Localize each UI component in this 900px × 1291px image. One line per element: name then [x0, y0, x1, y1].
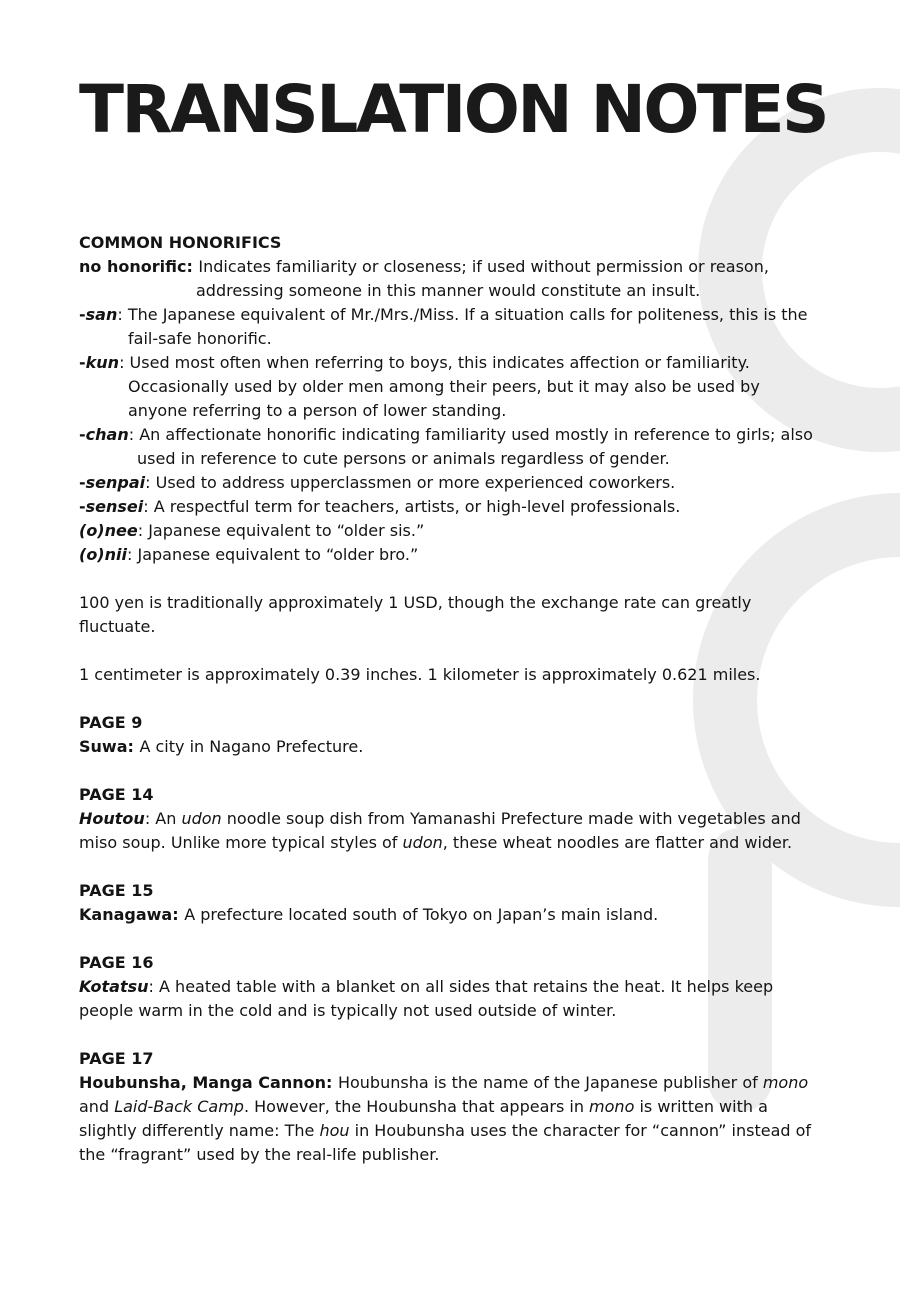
note-italic: mono [589, 1097, 635, 1116]
note-italic: udon [181, 809, 222, 828]
honorific-prefix: - [79, 473, 86, 492]
honorific-separator: : [119, 353, 130, 372]
note-text: noodle soup dish from Yamanashi Prefecture made with vegetables and miso soup. Unlike more typical styles of [79, 809, 801, 852]
honorific-separator: : [145, 473, 156, 492]
honorific-definition: Used most often when referring to boys, this indicates affection or familiarity. Occasionally used by older men among their peers, but it may also be used by anyone referring to a person of lower standing. [128, 353, 760, 420]
honorific-term: (o)nii [79, 545, 127, 564]
page-title: TRANSLATION NOTES [79, 71, 828, 148]
honorific-separator: : [128, 425, 140, 444]
page-9-note [79, 735, 824, 759]
honorific-san [79, 303, 824, 351]
page-15-note [79, 903, 824, 927]
honorific-definition: The Japanese equivalent of Mr./Mrs./Miss. If a situation calls for politeness, this is the fail-safe honorific. [127, 305, 808, 348]
honorific-term: senpai [85, 473, 146, 492]
note-separator: : [148, 977, 160, 996]
honorific-definition: A respectful term for teachers, artists, or high-level professionals. [153, 497, 681, 516]
note-definition: A heated table with a blanket on all sides that retains the heat. It helps keep people warm in the cold and is typically not used outside of winter. [79, 977, 774, 1020]
honorific-separator: : [117, 305, 128, 324]
page-17-heading: PAGE 17 [79, 1049, 154, 1068]
watermark-dot [868, 258, 892, 282]
honorific-kun [79, 351, 824, 423]
honorific-senpai [79, 471, 824, 495]
page-16-note [79, 975, 824, 1023]
honorific-prefix: - [79, 497, 86, 516]
note-term: Kanagawa [79, 905, 173, 924]
honorific-prefix: - [79, 425, 86, 444]
note-definition: A city in Nagano Prefecture. [139, 737, 364, 756]
page-14-heading: PAGE 14 [79, 785, 154, 804]
honorific-term: sensei [85, 497, 144, 516]
page-17-note [79, 1071, 824, 1167]
note-text: is written with a slightly differently name: The [79, 1097, 768, 1140]
honorific-separator: : [137, 521, 149, 540]
note-text: An [155, 809, 182, 828]
honorific-term: (o)nee [79, 521, 138, 540]
honorific-prefix: - [79, 353, 86, 372]
honorific-definition: Japanese equivalent to “older sis.” [148, 521, 425, 540]
note-text: . However, the Houbunsha that appears in [243, 1097, 590, 1116]
honorific-sensei [79, 495, 824, 519]
honorific-definition: Indicates familiarity or closeness; if used without permission or reason, addressing someone in this manner would constitute an insult. [196, 257, 769, 300]
page-14-note [79, 807, 824, 855]
honorific-no-honorific [79, 255, 824, 303]
notes-body [79, 231, 824, 1167]
note-separator: : [172, 905, 185, 924]
note-term: Suwa [79, 737, 128, 756]
note-italic: mono [762, 1073, 809, 1092]
note-italic: hou [319, 1121, 350, 1140]
honorific-separator: : [126, 545, 138, 564]
honorific-onee [79, 519, 824, 543]
honorific-term: chan [85, 425, 129, 444]
honorific-term: kun [85, 353, 120, 372]
note-definition: A prefecture located south of Tokyo on Japan’s main island. [184, 905, 659, 924]
honorific-onii [79, 543, 824, 567]
currency-note: 100 yen is traditionally approximately 1 USD, though the exchange rate can greatly fluctuate. [79, 593, 752, 636]
note-text: Houbunsha is the name of the Japanese publisher of [337, 1073, 763, 1092]
note-italic: udon [402, 833, 443, 852]
honorific-definition: An affectionate honorific indicating familiarity used mostly in reference to girls; also used in reference to cute persons or animals regardless of gender. [137, 425, 813, 468]
note-italic: Laid-Back Camp [114, 1097, 244, 1116]
note-term: Houtou [79, 809, 145, 828]
honorifics-heading: COMMON HONORIFICS [79, 233, 282, 252]
note-term: Kotatsu [79, 977, 149, 996]
honorific-chan [79, 423, 824, 471]
honorific-term: san [85, 305, 118, 324]
honorific-definition: Japanese equivalent to “older bro.” [137, 545, 419, 564]
page-16-heading: PAGE 16 [79, 953, 154, 972]
note-text: , these wheat noodles are flatter and wider. [442, 833, 793, 852]
page-9-heading: PAGE 9 [79, 713, 143, 732]
note-separator: : [144, 809, 156, 828]
honorific-separator: : [186, 257, 199, 276]
note-separator: : [326, 1073, 338, 1092]
honorific-prefix: - [79, 305, 86, 324]
note-term: Houbunsha, Manga Cannon [79, 1073, 326, 1092]
note-text: in Houbunsha uses the character for “cannon” instead of the “fragrant” used by the real-life publisher. [79, 1121, 812, 1164]
note-text: and [79, 1097, 115, 1116]
note-separator: : [127, 737, 140, 756]
honorific-definition: Used to address upperclassmen or more experienced coworkers. [155, 473, 676, 492]
units-note: 1 centimeter is approximately 0.39 inches. 1 kilometer is approximately 0.621 miles. [79, 665, 761, 684]
honorific-separator: : [143, 497, 154, 516]
honorific-term: no honorific [79, 257, 187, 276]
page-15-heading: PAGE 15 [79, 881, 154, 900]
